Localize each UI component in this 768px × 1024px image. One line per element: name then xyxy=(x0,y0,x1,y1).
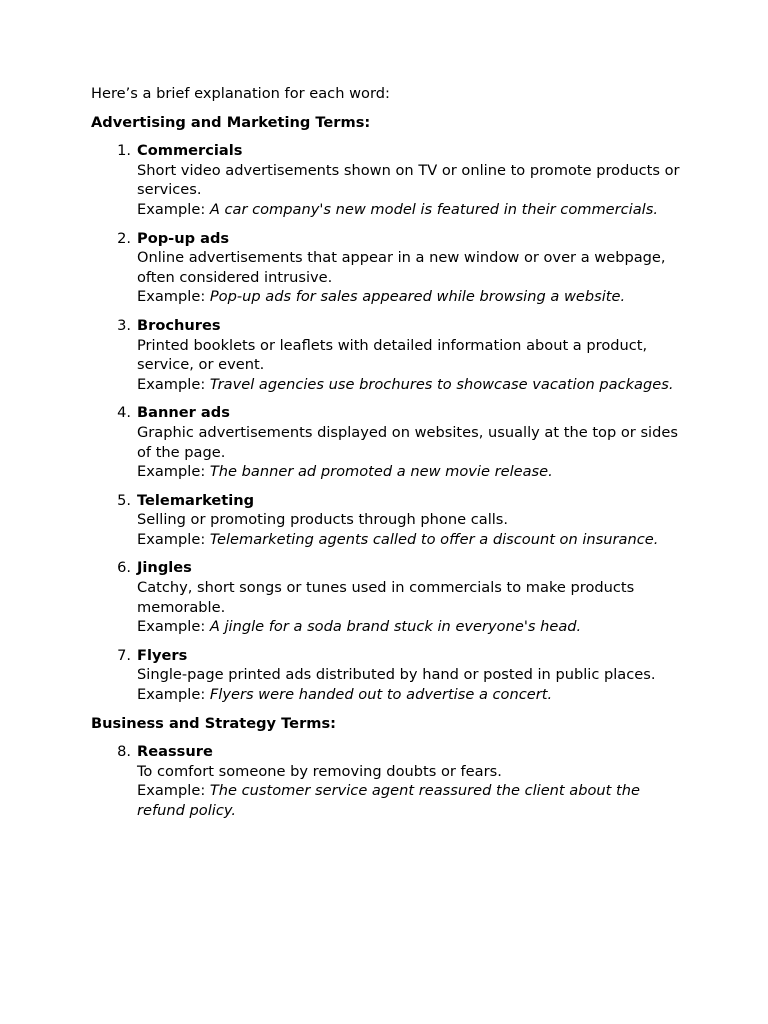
example-text: Flyers were handed out to advertise a concert. xyxy=(209,686,553,704)
example-label: Example: xyxy=(137,200,210,218)
example-text: A jingle for a soda brand stuck in everyone's head. xyxy=(209,618,582,636)
example-label: Example: xyxy=(137,463,210,481)
sections-container xyxy=(91,113,681,821)
example-text: A car company's new model is featured in their commercials. xyxy=(209,200,658,218)
list-item xyxy=(91,141,681,219)
term-definition: Printed booklets or leaflets with detailed information about a product, service, or event. xyxy=(137,336,648,374)
example-text: Pop-up ads for sales appeared while browsing a website. xyxy=(209,288,626,306)
list-item-number: 2. xyxy=(117,229,131,247)
term-example xyxy=(137,287,681,307)
intro-text: Here’s a brief explanation for each word: xyxy=(91,85,390,102)
term-definition: Graphic advertisements displayed on websites, usually at the top or sides of the page. xyxy=(137,423,678,461)
document-body xyxy=(91,84,681,830)
example-text: Telemarketing agents called to offer a discount on insurance. xyxy=(209,530,659,548)
term-definition: Short video advertisements shown on TV or online to promote products or services. xyxy=(137,161,680,199)
term-definition: Online advertisements that appear in a new window or over a webpage, often considered intrusive. xyxy=(137,249,666,286)
example-label: Example: xyxy=(137,530,210,548)
example-label: Example: xyxy=(137,375,210,393)
term-title: Flyers xyxy=(137,646,188,664)
example-text: The customer service agent reassured the client about the refund policy. xyxy=(137,782,640,819)
example-text: The banner ad promoted a new movie release. xyxy=(209,463,553,481)
list-item-number: 6. xyxy=(117,559,131,577)
list-item-number: 5. xyxy=(117,491,131,509)
list-item-number: 8. xyxy=(117,743,131,761)
list-item xyxy=(91,742,681,820)
example-label: Example: xyxy=(137,288,210,306)
example-label: Example: xyxy=(137,782,210,800)
example-text: Travel agencies use brochures to showcase vacation packages. xyxy=(209,375,674,393)
term-title: Telemarketing xyxy=(137,491,255,509)
term-example xyxy=(137,617,681,637)
term-title: Reassure xyxy=(137,743,213,761)
term-example xyxy=(137,530,681,550)
term-title: Brochures xyxy=(137,316,221,334)
list-item-number: 4. xyxy=(117,404,131,422)
list-item xyxy=(91,558,681,636)
example-label: Example: xyxy=(137,686,210,704)
section-heading: Business and Strategy Terms: xyxy=(91,714,336,732)
term-definition: To comfort someone by removing doubts or fears. xyxy=(137,762,502,780)
list-item-number: 1. xyxy=(117,142,131,160)
list-item-number: 7. xyxy=(117,646,131,664)
term-example xyxy=(137,462,681,482)
term-title: Pop-up ads xyxy=(137,229,230,247)
term-example xyxy=(137,200,681,220)
term-list xyxy=(91,742,681,820)
term-list xyxy=(91,141,681,704)
list-item xyxy=(91,646,681,705)
term-title: Banner ads xyxy=(137,404,230,422)
term-title: Jingles xyxy=(137,559,192,577)
term-example xyxy=(137,685,681,705)
list-item-number: 3. xyxy=(117,316,131,334)
term-definition: Catchy, short songs or tunes used in commercials to make products memorable. xyxy=(137,579,635,616)
term-title: Commercials xyxy=(137,142,243,160)
section-heading: Advertising and Marketing Terms: xyxy=(91,113,371,131)
list-item xyxy=(91,229,681,307)
example-label: Example: xyxy=(137,618,210,636)
term-definition: Single-page printed ads distributed by hand or posted in public places. xyxy=(137,666,656,684)
term-example xyxy=(137,375,681,395)
list-item xyxy=(91,403,681,481)
list-item xyxy=(91,316,681,394)
list-item xyxy=(91,491,681,550)
term-example xyxy=(137,781,681,820)
term-definition: Selling or promoting products through phone calls. xyxy=(137,511,509,529)
